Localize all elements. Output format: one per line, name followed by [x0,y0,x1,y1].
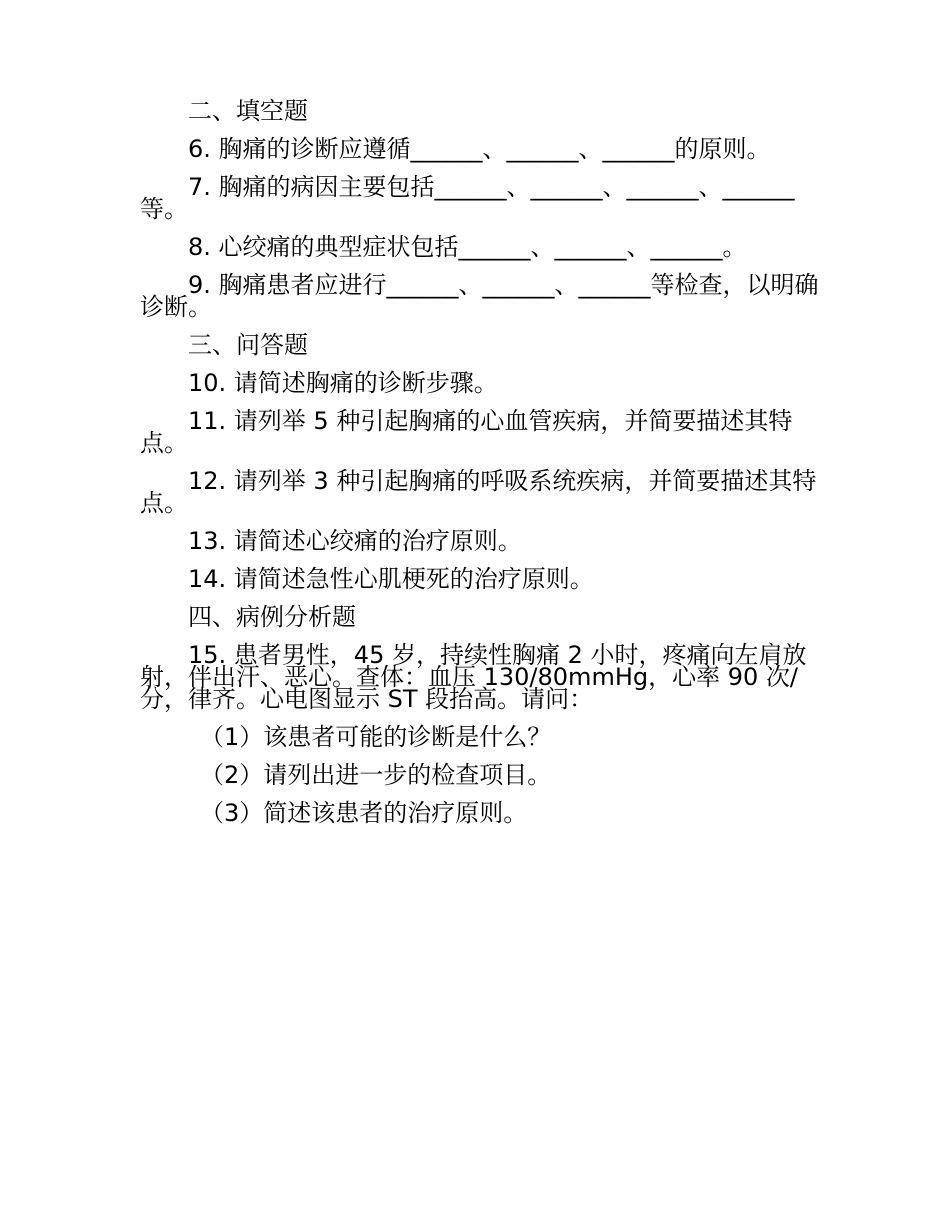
question-6: 6. 胸痛的诊断应遵循______、______、______的原则。 [188,135,771,163]
question-15-subitem-2: （2）请列出进一步的检查项目。 [200,761,552,789]
question-11: 11. 请列举 5 种引起胸痛的心血管疾病，并简要描述其特点。 [140,407,793,457]
question-15: 15. 患者男性，45 岁，持续性胸痛 2 小时，疼痛向左肩放射，伴出汗、恶心。查体：血压 130/80mmHg，心率 90 次/分，律齐。心电图显示 ST 段抬高。请问： [140,641,807,713]
document-content [140,97,820,840]
question-8: 8. 心绞痛的典型症状包括______、______、______。 [188,233,747,261]
section-heading-case-analysis: 四、病例分析题 [188,603,356,631]
question-12: 12. 请列举 3 种引起胸痛的呼吸系统疾病，并简要描述其特点。 [140,467,817,517]
question-7: 7. 胸痛的病因主要包括______、______、______、______等。 [140,173,795,223]
section-heading-fill-in: 二、填空题 [188,97,308,125]
question-14: 14. 请简述急性心肌梗死的治疗原则。 [188,565,594,593]
question-13: 13. 请简述心绞痛的治疗原则。 [188,527,522,555]
section-heading-short-answer: 三、问答题 [188,331,308,359]
question-10: 10. 请简述胸痛的诊断步骤。 [188,369,498,397]
question-9: 9. 胸痛患者应进行______、______、______等检查，以明确诊断。 [140,271,819,321]
question-15-subitem-1: （1）该患者可能的诊断是什么？ [200,723,552,751]
question-15-subitem-3: （3）简述该患者的治疗原则。 [200,799,528,827]
